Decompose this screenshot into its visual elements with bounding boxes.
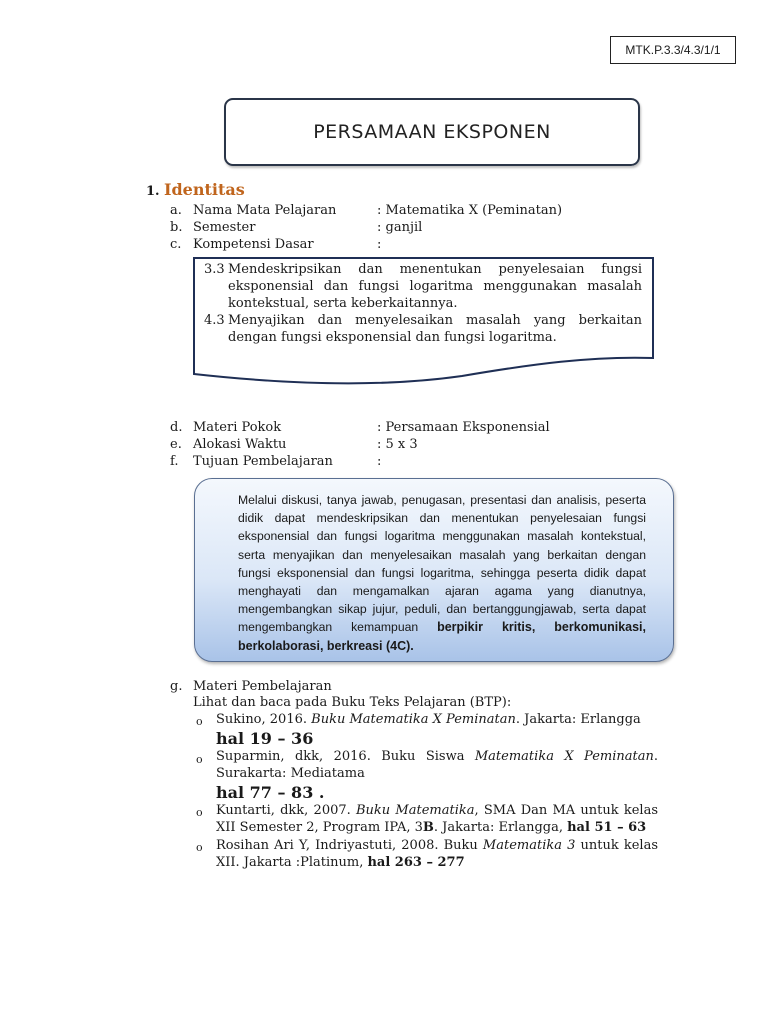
document-code: MTK.P.3.3/4.3/1/1 <box>610 36 736 64</box>
kompetensi-text: Menyajikan dan menyelesaikan masalah yang berkaitan dengan fungsi eksponensial dan fungsi logaritma. <box>228 313 642 345</box>
row-key: Materi Pokok <box>193 420 282 435</box>
row-key: Nama Mata Pelajaran <box>193 203 337 218</box>
bullet: o <box>196 753 203 766</box>
tujuan-bold-text: berpikir kritis, berkomunikasi, berkolaborasi, berkreasi (4C). <box>238 620 646 653</box>
kompetensi-number: 4.3 <box>204 313 225 328</box>
kompetensi-item <box>204 312 642 346</box>
page-title: PERSAMAAN EKSPONEN <box>313 121 551 143</box>
row-key: Materi Pembelajaran <box>193 679 332 694</box>
reference-item: Kuntarti, dkk, 2007. Buku Matematika, SMA Dan MA untuk kelas XII Semester 2, Program IPA, 3B. Jakarta: Erlangga, hal 51 – 63 <box>216 803 659 835</box>
bullet: o <box>196 715 203 728</box>
row-value: : <box>377 237 382 252</box>
kompetensi-item <box>204 261 642 312</box>
row-key: Alokasi Waktu <box>193 437 287 452</box>
row-value: : ganjil <box>377 220 423 235</box>
section-number: 1. <box>146 184 160 199</box>
tujuan-text: Melalui diskusi, tanya jawab, penugasan, presentasi dan analisis, peserta didik dapat mendeskripsikan dan menentukan penyelesaian fungsi eksponensial dan fungsi logaritma menggunakan masalah kontekstual, serta menyajikan dan menyelesaikan masalah yang berkaitan dengan fungsi eksponensial dan fungsi logaritma, sehingga peserta didik dapat menghayati dan mengamalkan ajaran agama yang dianutnya, mengembangkan sikap jujur, peduli, dan bertanggungjawab, serta dapat mengembangkan kemampuan <box>238 493 646 635</box>
row-key: Kompetensi Dasar <box>193 237 314 252</box>
tujuan-paragraph <box>238 491 646 655</box>
kompetensi-number: 3.3 <box>204 262 225 277</box>
row-key: Tujuan Pembelajaran <box>193 454 333 469</box>
section-title: Identitas <box>164 180 245 199</box>
kompetensi-dasar-box <box>192 255 656 385</box>
page-range: hal 19 – 36 <box>216 729 314 748</box>
page-range: hal 77 – 83 . <box>216 783 325 802</box>
row-key: Semester <box>193 220 256 235</box>
row-letter: b. <box>170 220 183 235</box>
row-letter: e. <box>170 437 182 452</box>
title-box <box>224 98 640 166</box>
reference-item: Rosihan Ari Y, Indriyastuti, 2008. Buku Matematika 3 untuk kelas XII. Jakarta :Platinum, hal 263 – 277 <box>216 838 658 870</box>
row-letter: g. <box>170 679 183 694</box>
row-value: : Persamaan Eksponensial <box>377 420 550 435</box>
row-letter: c. <box>170 237 182 252</box>
row-value: : <box>377 454 382 469</box>
kompetensi-text: Mendeskripsikan dan menentukan penyelesaian fungsi eksponensial dan fungsi logaritma menggunakan masalah kontekstual, serta keberkaitannya. <box>228 262 642 311</box>
row-value: : 5 x 3 <box>377 437 418 452</box>
row-letter: f. <box>170 454 179 469</box>
reference-item: Suparmin, dkk, 2016. Buku Siswa Matematika X Peminatan. Surakarta: Mediatama hal 77 – 83 . <box>216 749 658 802</box>
bullet: o <box>196 841 203 854</box>
materi-intro: Lihat dan baca pada Buku Teks Pelajaran (BTP): <box>193 695 512 710</box>
row-letter: a. <box>170 203 182 218</box>
reference-item: Sukino, 2016. Buku Matematika X Peminatan. Jakarta: Erlangga hal 19 – 36 <box>216 712 641 748</box>
row-letter: d. <box>170 420 183 435</box>
bullet: o <box>196 806 203 819</box>
tujuan-box <box>194 478 674 662</box>
row-value: : Matematika X (Peminatan) <box>377 203 563 218</box>
